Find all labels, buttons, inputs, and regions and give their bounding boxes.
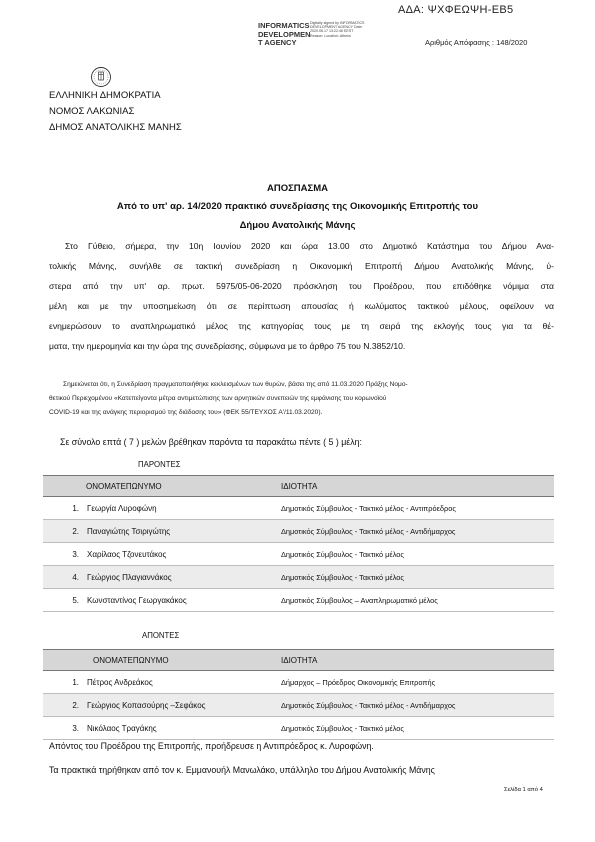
- intro-line: ματα, την ημερομηνία και την ώρα της συνεδρίασης, σύμφωνα με το άρθρο 75 του Ν.3852/10.: [49, 341, 406, 351]
- table-row: [43, 543, 554, 566]
- page-number: Σελίδα 1 από 4: [504, 787, 543, 793]
- digital-signature-text: Digitally signed by INFORMATICS DEVELOPMENT AGENCY Date: 2020.06.17 13:22:46 EEST Reason: Location: Athens: [310, 21, 365, 38]
- greek-emblem-icon: [90, 66, 112, 88]
- header-country: ΕΛΛΗΝΙΚΗ ΔΗΜΟΚΡΑΤΙΑ: [49, 90, 161, 101]
- cert-logo-line: DEVELOPMEN: [258, 29, 311, 39]
- present-table: [43, 475, 554, 612]
- member-role: Δημοτικός Σύμβουλος - Τακτικό μέλος: [281, 566, 554, 589]
- column-header-name: ΟΝΟΜΑΤΕΠΩΝΥΜΟ: [43, 476, 281, 497]
- cert-logo-line: INFORMATICS: [258, 21, 310, 30]
- document-subtitle-municipality: Δήμου Ανατολικής Μάνης: [239, 220, 356, 231]
- intro-line: μέλη και με την υποσημείωση ότι σε περίπτωση απουσίας ή κωλύματος τακτικού μέλους, οφείλουν να: [49, 301, 554, 311]
- row-number: 2.: [43, 520, 87, 543]
- row-number: 3.: [43, 717, 87, 740]
- member-role: Δημοτικός Σύμβουλος - Τακτικό μέλος - Αντιδήμαρχος: [281, 694, 554, 717]
- table-header-row: [43, 650, 554, 671]
- decision-number: Αριθμός Απόφασης : 148/2020: [425, 38, 528, 47]
- row-number: 2.: [43, 694, 87, 717]
- member-name: Χαρίλαος Τζονευτάκος: [87, 543, 281, 566]
- member-name: Παναγιώτης Τσιριγώτης: [87, 520, 281, 543]
- present-label: ΠΑΡΟΝΤΕΣ: [138, 460, 181, 469]
- member-role: Δημοτικός Σύμβουλος - Τακτικό μέλος: [281, 543, 554, 566]
- minutes-keeper-statement: Τα πρακτικά τηρήθηκαν από τον κ. Εμμανουήλ Μανωλάκο, υπάλληλο του Δήμου Ανατολικής Μάνης: [49, 765, 435, 775]
- table-row: [43, 694, 554, 717]
- document-title: ΑΠΟΣΠΑΣΜΑ: [266, 183, 328, 194]
- column-header-role: ΙΔΙΟΤΗΤΑ: [281, 650, 554, 671]
- member-name: Γεώργιος Πλαγιαννάκος: [87, 566, 281, 589]
- member-name: Γεώργιος Κοπασούρης –Σεφάκος: [87, 694, 281, 717]
- note-line: θετικού Περιεχομένου «Κατεπείγοντα μέτρα αντιμετώπισης των αρνητικών συνεπειών της εμφάνισης του κορωνοϊού: [49, 395, 387, 403]
- row-number: 3.: [43, 543, 87, 566]
- intro-paragraph: [49, 236, 554, 356]
- member-name: Γεωργία Λυροφώνη: [87, 497, 281, 520]
- column-header-name: ΟΝΟΜΑΤΕΠΩΝΥΜΟ: [43, 650, 281, 671]
- note-line: COVID-19 και της ανάγκης περιορισμού της διάδοσης του» (ΦΕΚ 55/ΤΕΥΧΟΣ Α'/11.03.2020).: [49, 409, 323, 417]
- absent-label: ΑΠΟΝΤΕΣ: [142, 631, 180, 640]
- member-name: Κωνσταντίνος Γεωργακάκος: [87, 589, 281, 612]
- intro-line: ενημερώσουν το αναπληρωματικό μέλος της κατηγορίας τους με τη σειρά της εκλογής τους για τα θέ-: [49, 321, 554, 331]
- attendance-summary: Σε σύνολο επτά ( 7 ) μελών βρέθηκαν παρόντα τα παρακάτω πέντε ( 5 ) μέλη:: [60, 437, 362, 447]
- member-name: Πέτρος Ανδρεάκος: [87, 671, 281, 694]
- header-municipality: ΔΗΜΟΣ ΑΝΑΤΟΛΙΚΗΣ ΜΑΝΗΣ: [49, 122, 182, 133]
- row-number: 4.: [43, 566, 87, 589]
- covid-note: [49, 378, 554, 421]
- intro-line: τολικής Μάνης, συνήλθε σε τακτική συνεδρίαση η Οικονομική Επιτροπή Δήμου Ανατολικής Μάνης, ύ-: [49, 261, 554, 271]
- absent-table: [43, 649, 554, 740]
- cert-logo-line: T AGENCY: [258, 38, 297, 47]
- intro-line: στερα από την υπ' αρ. πρωτ. 5975/05-06-2020 πρόσκληση του Προέδρου, που επιδόθηκε νόμιμα στα: [49, 281, 554, 291]
- row-number: 1.: [43, 497, 87, 520]
- ada-code: ΑΔΑ: ΨΧΦΕΩΨΗ-ΕΒ5: [398, 4, 514, 16]
- member-role: Δημοτικός Σύμβουλος - Τακτικό μέλος: [281, 717, 554, 740]
- table-row: [43, 589, 554, 612]
- member-name: Νικόλαος Τραγάκης: [87, 717, 281, 740]
- member-role: Δημοτικός Σύμβουλος – Αναπληρωματικό μέλος: [281, 589, 554, 612]
- table-header-row: [43, 476, 554, 497]
- row-number: 5.: [43, 589, 87, 612]
- member-role: Δημοτικός Σύμβουλος - Τακτικό μέλος - Αντιπρόεδρος: [281, 497, 554, 520]
- member-role: Δήμαρχος – Πρόεδρος Οικονομικής Επιτροπής: [281, 671, 554, 694]
- member-role: Δημοτικός Σύμβουλος - Τακτικό μέλος - Αντιδήμαρχος: [281, 520, 554, 543]
- certificate-logo: [258, 22, 311, 48]
- intro-line: Στο Γύθειο, σήμερα, την 10η Ιουνίου 2020 και ώρα 13.00 στο Δημοτικό Κατάστημα του Δήμου Ανα-: [65, 241, 554, 251]
- table-row: [43, 520, 554, 543]
- note-line: Σημειώνεται ότι, η Συνεδρίαση πραγματοποιήθηκε κεκλεισμένων των θυρών, βάσει της από 11.03.2020 Πράξης Νομο-: [63, 381, 408, 388]
- column-header-role: ΙΔΙΟΤΗΤΑ: [281, 476, 554, 497]
- header-prefecture: ΝΟΜΟΣ ΛΑΚΩΝΙΑΣ: [49, 106, 135, 117]
- table-row: [43, 671, 554, 694]
- table-row: [43, 717, 554, 740]
- table-row: [43, 497, 554, 520]
- chair-statement: Απόντος του Προέδρου της Επιτροπής, προήδρευσε η Αντιπρόεδρος κ. Λυροφώνη.: [49, 741, 374, 751]
- row-number: 1.: [43, 671, 87, 694]
- document-subtitle: Από το υπ' αρ. 14/2020 πρακτικό συνεδρίασης της Οικονομικής Επιτροπής του: [116, 201, 479, 212]
- table-row: [43, 566, 554, 589]
